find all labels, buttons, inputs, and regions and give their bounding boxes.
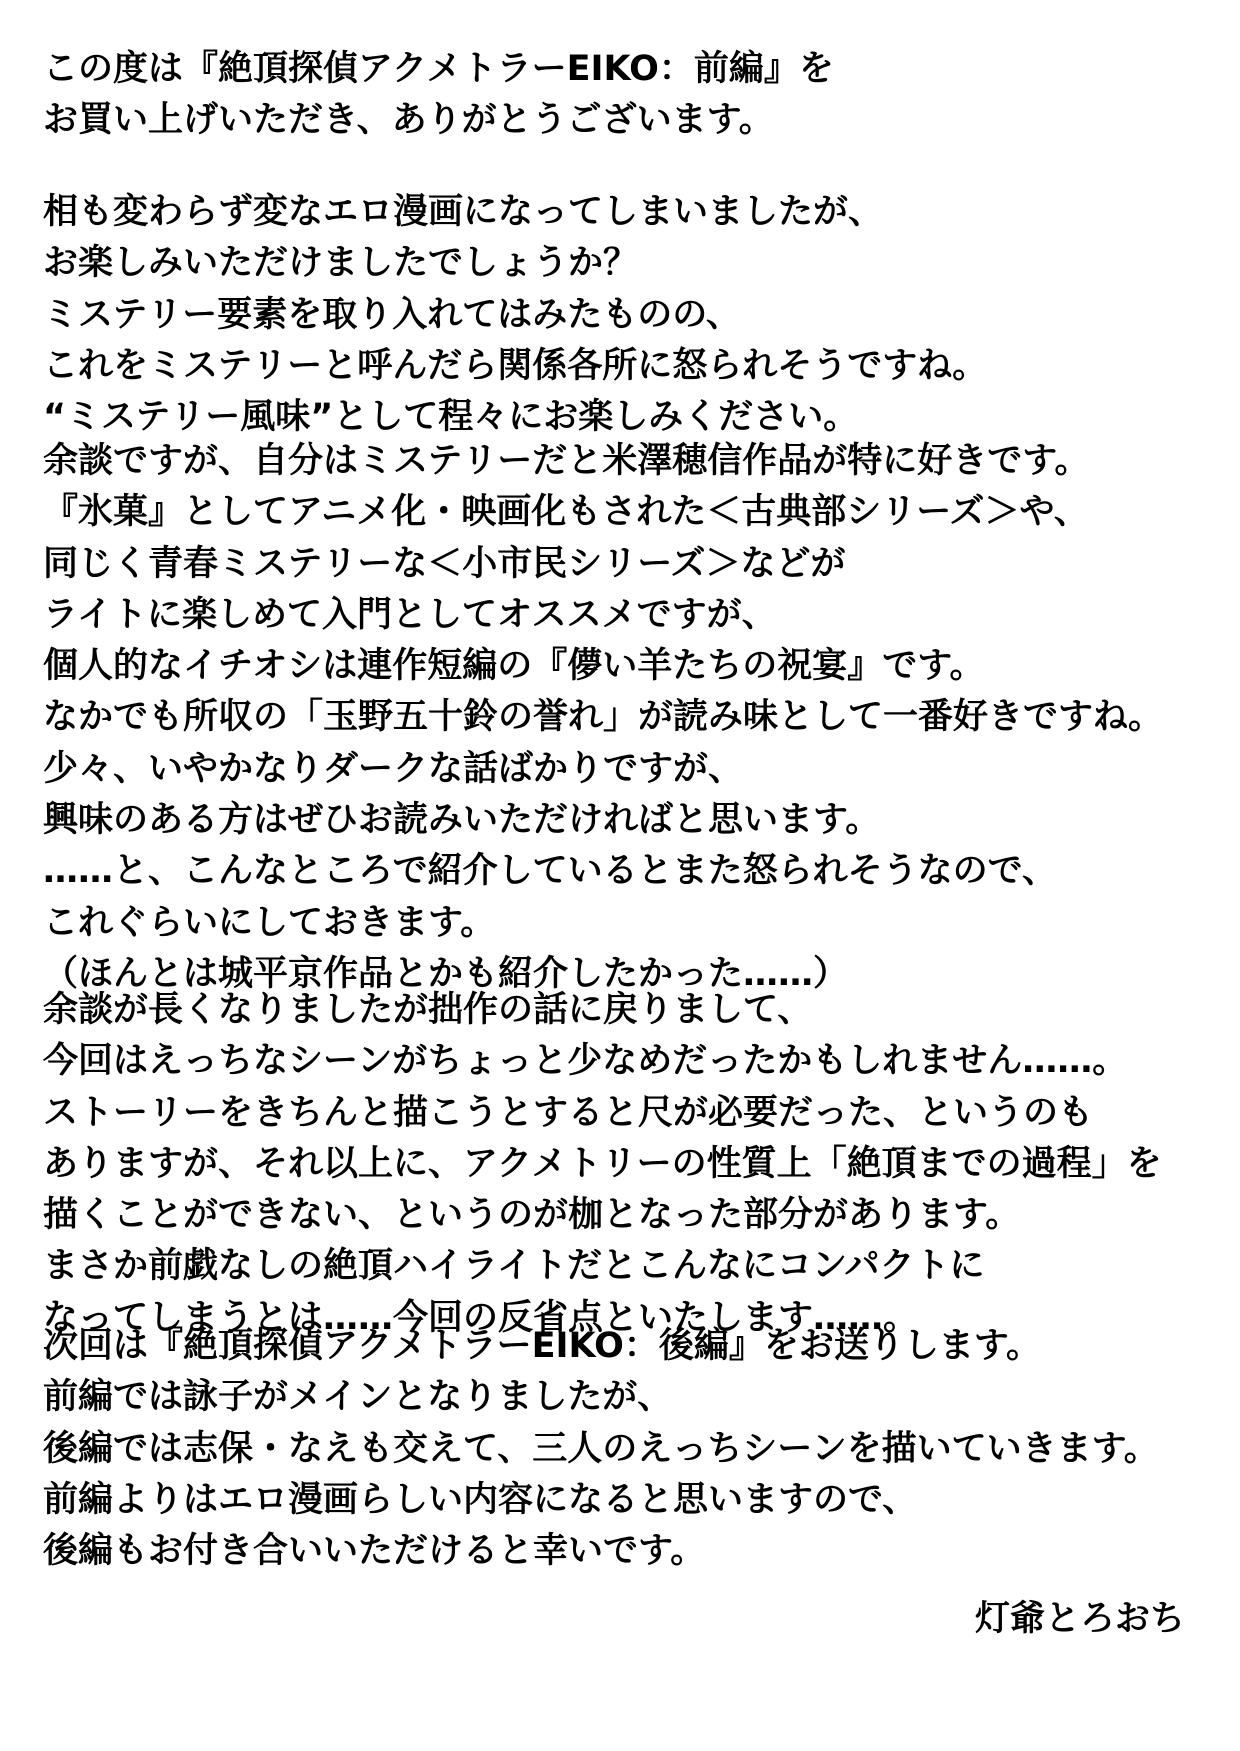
text-line: 前編よりはエロ漫画らしい内容になると思いますので、	[43, 1479, 918, 1520]
text-line: ありますが、それ以上に、アクメトリーの性質上「絶頂までの過程」を	[43, 1143, 1162, 1184]
text-line: “ミステリー風味”として程々にお楽しみください。	[43, 397, 859, 438]
text-line: 後編もお付き合いいただけると幸いです。	[43, 1531, 706, 1572]
text-line: 描くことができない、というのが枷となった部分があります。	[43, 1195, 1021, 1236]
text-line: 余談ですが、自分はミステリーだと米澤穂信作品が特に好きです。	[43, 441, 1090, 481]
text-line: ライトに楽しめて入門としてオススメですが、	[43, 594, 777, 635]
text-line: ミステリー要素を取り入れてはみたものの、	[43, 294, 741, 335]
author-signature: 灯爺とろおち	[974, 1599, 1185, 1639]
text-line: 次回は『絶頂探偵アクメトラーEIKO：後編』をお送りします。	[43, 1326, 1042, 1366]
text-line: これぐらいにしておきます。	[43, 902, 496, 943]
text-line: 今回はえっちなシーンがちょっと少なめだったかもしれません……。	[43, 1041, 1128, 1082]
text-line: 相も変わらず変なエロ漫画になってしまいましたが、	[43, 192, 884, 232]
text-line: これをミステリーと呼んだら関係各所に怒られそうですね。	[43, 345, 988, 386]
paragraph-reflection	[43, 985, 1162, 1344]
paragraph-impressions	[43, 187, 987, 443]
text-line: なかでも所収の「玉野五十鈴の誉れ」が読み味として一番好きですね。	[43, 697, 1164, 738]
text-line: 後編では志保・なえも交えて、三人のえっちシーンを描いていきます。	[43, 1428, 1159, 1469]
text-line: ……と、こんなところで紹介しているとまた怒られそうなので、	[43, 851, 1057, 892]
text-line: この度は『絶頂探偵アクメトラーEIKO：前編』を	[43, 49, 834, 89]
text-line: お楽しみいただけましたでしょうか？	[43, 243, 639, 284]
text-line: なってしまうとは……今回の反省点といたします……。	[43, 1297, 919, 1338]
paragraph-digression	[43, 436, 1163, 1000]
text-line: まさか前戯なしの絶頂ハイライトだとこんなにコンパクトに	[43, 1246, 985, 1287]
text-line: （ほんとは城平京作品とかも紹介したかった……）	[43, 953, 849, 994]
text-line: 同じく青春ミステリーな＜小市民シリーズ＞などが	[43, 543, 846, 584]
text-line: 余談が長くなりましたが拙作の話に戻りまして、	[43, 990, 813, 1030]
paragraph-greeting	[43, 44, 834, 147]
text-line: 少々、いやかなりダークな話ばかりですが、	[43, 748, 744, 789]
text-line: 興味のある方はぜひお読みいただければと思います。	[43, 800, 881, 841]
text-line: 前編では詠子がメインとなりましたが、	[43, 1377, 673, 1418]
paragraph-next-volume	[43, 1321, 1159, 1577]
text-line: 『氷菓』としてアニメ化・映画化もされた＜古典部シリーズ＞や、	[43, 492, 1089, 533]
text-line: ストーリーをきちんと描こうとすると尺が必要だった、というのも	[43, 1092, 1094, 1133]
text-line: 個人的なイチオシは連作短編の『儚い羊たちの祝宴』です。	[43, 646, 985, 687]
text-line: お買い上げいただき、ありがとうございます。	[43, 100, 774, 141]
